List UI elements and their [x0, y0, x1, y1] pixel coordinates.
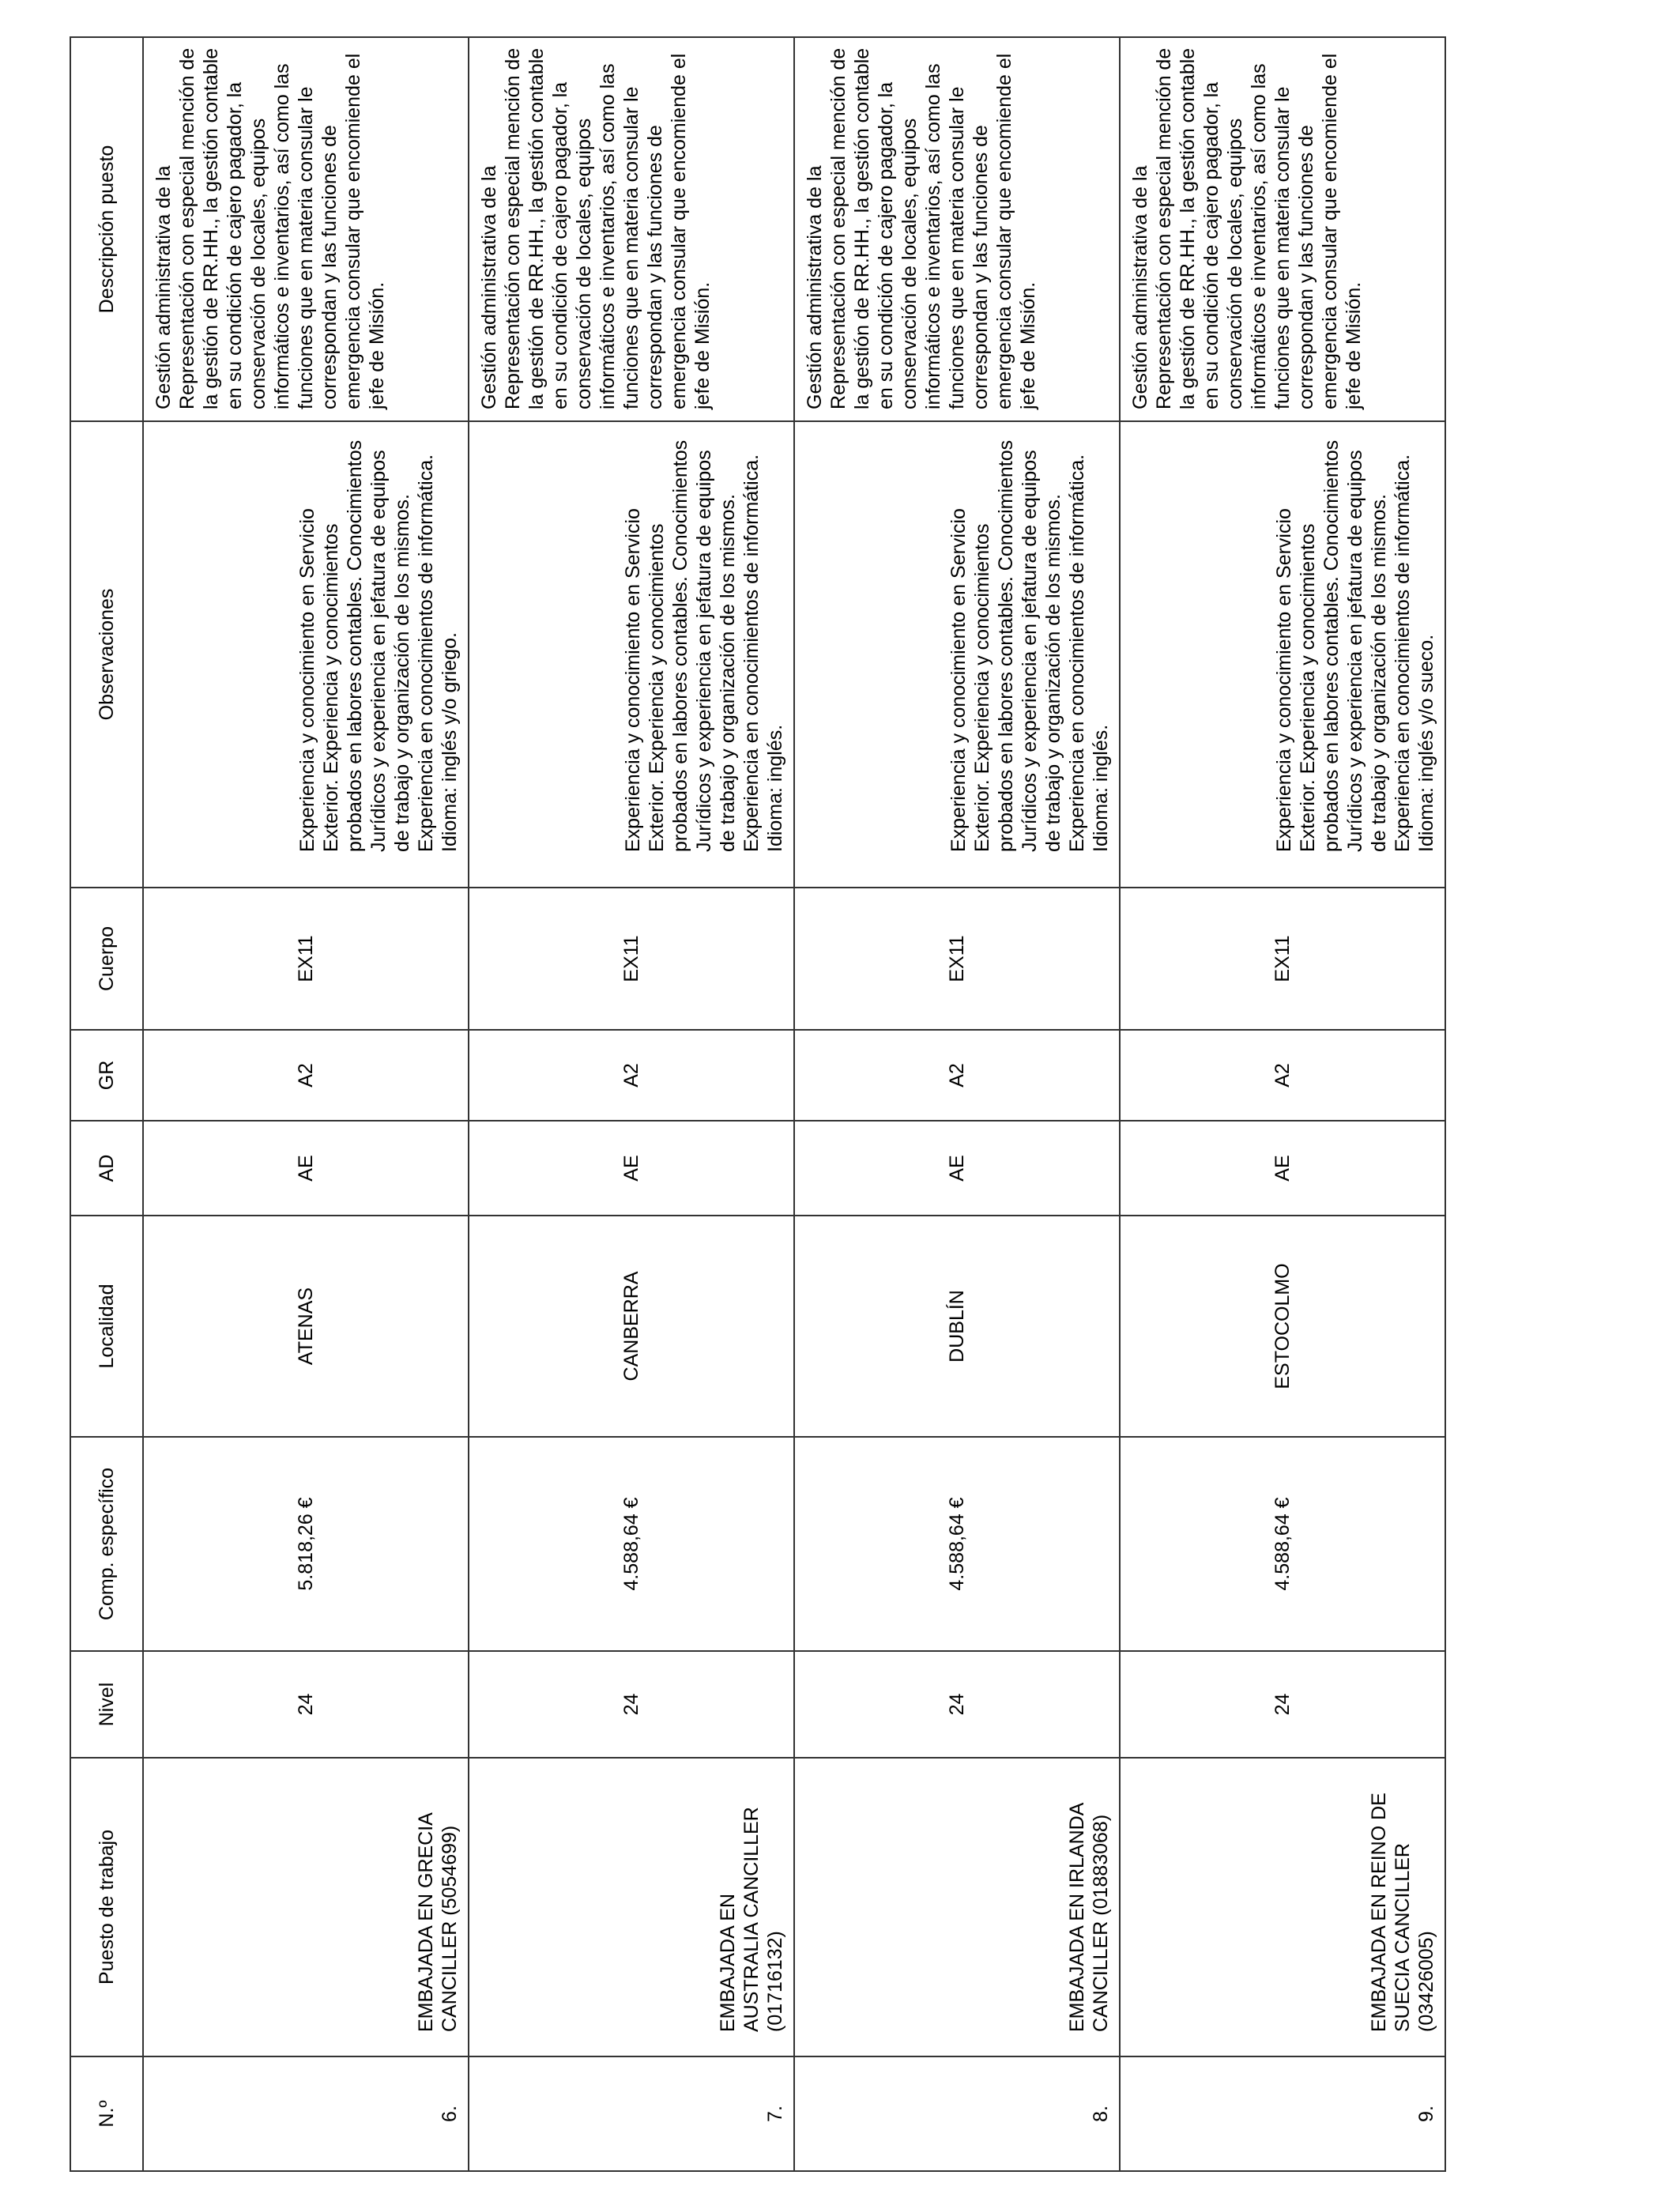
- cell-gr: A2: [143, 1030, 469, 1121]
- header-row: [70, 37, 143, 2171]
- cell-puesto: [1120, 1758, 1445, 2056]
- cell-comp-especifico: 4.588,64 €: [794, 1437, 1120, 1651]
- cell-cuerpo: EX11: [1120, 888, 1445, 1030]
- cell-no: 7.: [469, 2056, 794, 2171]
- header-comp-especifico: Comp. específico: [70, 1437, 143, 1651]
- puesto-text: EMBAJADA EN GRECIA CANCILLER (5054699): [415, 1813, 461, 2032]
- rotated-page: [70, 38, 1437, 2172]
- cell-observaciones: Experiencia y conocimiento en Servicio Exterior. Experiencia y conocimientos probados en labores contables. Conocimientos Jurídicos y experiencia en jefatura de equipos de trabajo y organización de los mismos. Experiencia en conocimientos de informática. Idioma: inglés.: [469, 421, 794, 888]
- cell-no: 6.: [143, 2056, 469, 2171]
- puesto-text: EMBAJADA EN REINO DE SUECIA CANCILLER (03426005): [1368, 1793, 1437, 2032]
- cell-nivel: 24: [794, 1651, 1120, 1758]
- cell-gr: A2: [794, 1030, 1120, 1121]
- header-nivel: Nivel: [70, 1651, 143, 1758]
- cell-descripcion: Gestión administrativa de la Representación con especial mención de la gestión de RR.HH., la gestión contable en su condición de cajero pagador, la conservación de locales, equipos informáticos e inventarios, así como las funciones que en materia consular le correspondan y las funciones de emergencia consular que encomiende el jefe de Misión.: [469, 37, 794, 421]
- cell-puesto: [143, 1758, 469, 2056]
- header-localidad: Localidad: [70, 1216, 143, 1437]
- table-row: [143, 37, 469, 2171]
- header-descripcion: Descripción puesto: [70, 37, 143, 421]
- cell-ad: AE: [143, 1121, 469, 1216]
- cell-ad: AE: [1120, 1121, 1445, 1216]
- cell-gr: A2: [469, 1030, 794, 1121]
- cell-observaciones: Experiencia y conocimiento en Servicio Exterior. Experiencia y conocimientos probados en labores contables. Conocimientos Jurídicos y experiencia en jefatura de equipos de trabajo y organización de los mismos. Experiencia en conocimientos de informática. Idioma: inglés y/o sueco.: [1120, 421, 1445, 888]
- header-puesto: Puesto de trabajo: [70, 1758, 143, 2056]
- cell-cuerpo: EX11: [794, 888, 1120, 1030]
- cell-puesto: [469, 1758, 794, 2056]
- cell-nivel: 24: [469, 1651, 794, 1758]
- cell-gr: A2: [1120, 1030, 1445, 1121]
- cell-comp-especifico: 5.818,26 €: [143, 1437, 469, 1651]
- cell-localidad: ATENAS: [143, 1216, 469, 1437]
- cell-localidad: CANBERRA: [469, 1216, 794, 1437]
- header-observaciones: Observaciones: [70, 421, 143, 888]
- cell-cuerpo: EX11: [143, 888, 469, 1030]
- puesto-text: EMBAJADA EN IRLANDA CANCILLER (01883068): [1066, 1804, 1112, 2032]
- cell-puesto: [794, 1758, 1120, 2056]
- cell-observaciones: Experiencia y conocimiento en Servicio Exterior. Experiencia y conocimientos probados en labores contables. Conocimientos Jurídicos y experiencia en jefatura de equipos de trabajo y organización de los mismos. Experiencia en conocimientos de informática. Idioma: inglés.: [794, 421, 1120, 888]
- header-cuerpo: Cuerpo: [70, 888, 143, 1030]
- cell-localidad: DUBLÍN: [794, 1216, 1120, 1437]
- header-gr: GR: [70, 1030, 143, 1121]
- cell-descripcion: Gestión administrativa de la Representación con especial mención de la gestión de RR.HH., la gestión contable en su condición de cajero pagador, la conservación de locales, equipos informáticos e inventarios, así como las funciones que en materia consular le correspondan y las funciones de emergencia consular que encomiende el jefe de Misión.: [143, 37, 469, 421]
- cell-descripcion: Gestión administrativa de la Representación con especial mención de la gestión de RR.HH., la gestión contable en su condición de cajero pagador, la conservación de locales, equipos informáticos e inventarios, así como las funciones que en materia consular le correspondan y las funciones de emergencia consular que encomiende el jefe de Misión.: [794, 37, 1120, 421]
- cell-localidad: ESTOCOLMO: [1120, 1216, 1445, 1437]
- table-row: [1120, 37, 1445, 2171]
- cell-nivel: 24: [143, 1651, 469, 1758]
- cell-comp-especifico: 4.588,64 €: [1120, 1437, 1445, 1651]
- cell-descripcion: Gestión administrativa de la Representación con especial mención de la gestión de RR.HH., la gestión contable en su condición de cajero pagador, la conservación de locales, equipos informáticos e inventarios, así como las funciones que en materia consular le correspondan y las funciones de emergencia consular que encomiende el jefe de Misión.: [1120, 37, 1445, 421]
- cell-ad: AE: [794, 1121, 1120, 1216]
- puesto-text: EMBAJADA EN AUSTRALIA CANCILLER (01716132): [717, 1807, 786, 2032]
- positions-table: [70, 36, 1446, 2172]
- cell-no: 8.: [794, 2056, 1120, 2171]
- table-row: [469, 37, 794, 2171]
- header-ad: AD: [70, 1121, 143, 1216]
- header-no: N.º: [70, 2056, 143, 2171]
- cell-observaciones: Experiencia y conocimiento en Servicio Exterior. Experiencia y conocimientos probados en labores contables. Conocimientos Jurídicos y experiencia en jefatura de equipos de trabajo y organización de los mismos. Experiencia en conocimientos de informática. Idioma: inglés y/o griego.: [143, 421, 469, 888]
- table-row: [794, 37, 1120, 2171]
- cell-nivel: 24: [1120, 1651, 1445, 1758]
- cell-no: 9.: [1120, 2056, 1445, 2171]
- cell-ad: AE: [469, 1121, 794, 1216]
- cell-comp-especifico: 4.588,64 €: [469, 1437, 794, 1651]
- cell-cuerpo: EX11: [469, 888, 794, 1030]
